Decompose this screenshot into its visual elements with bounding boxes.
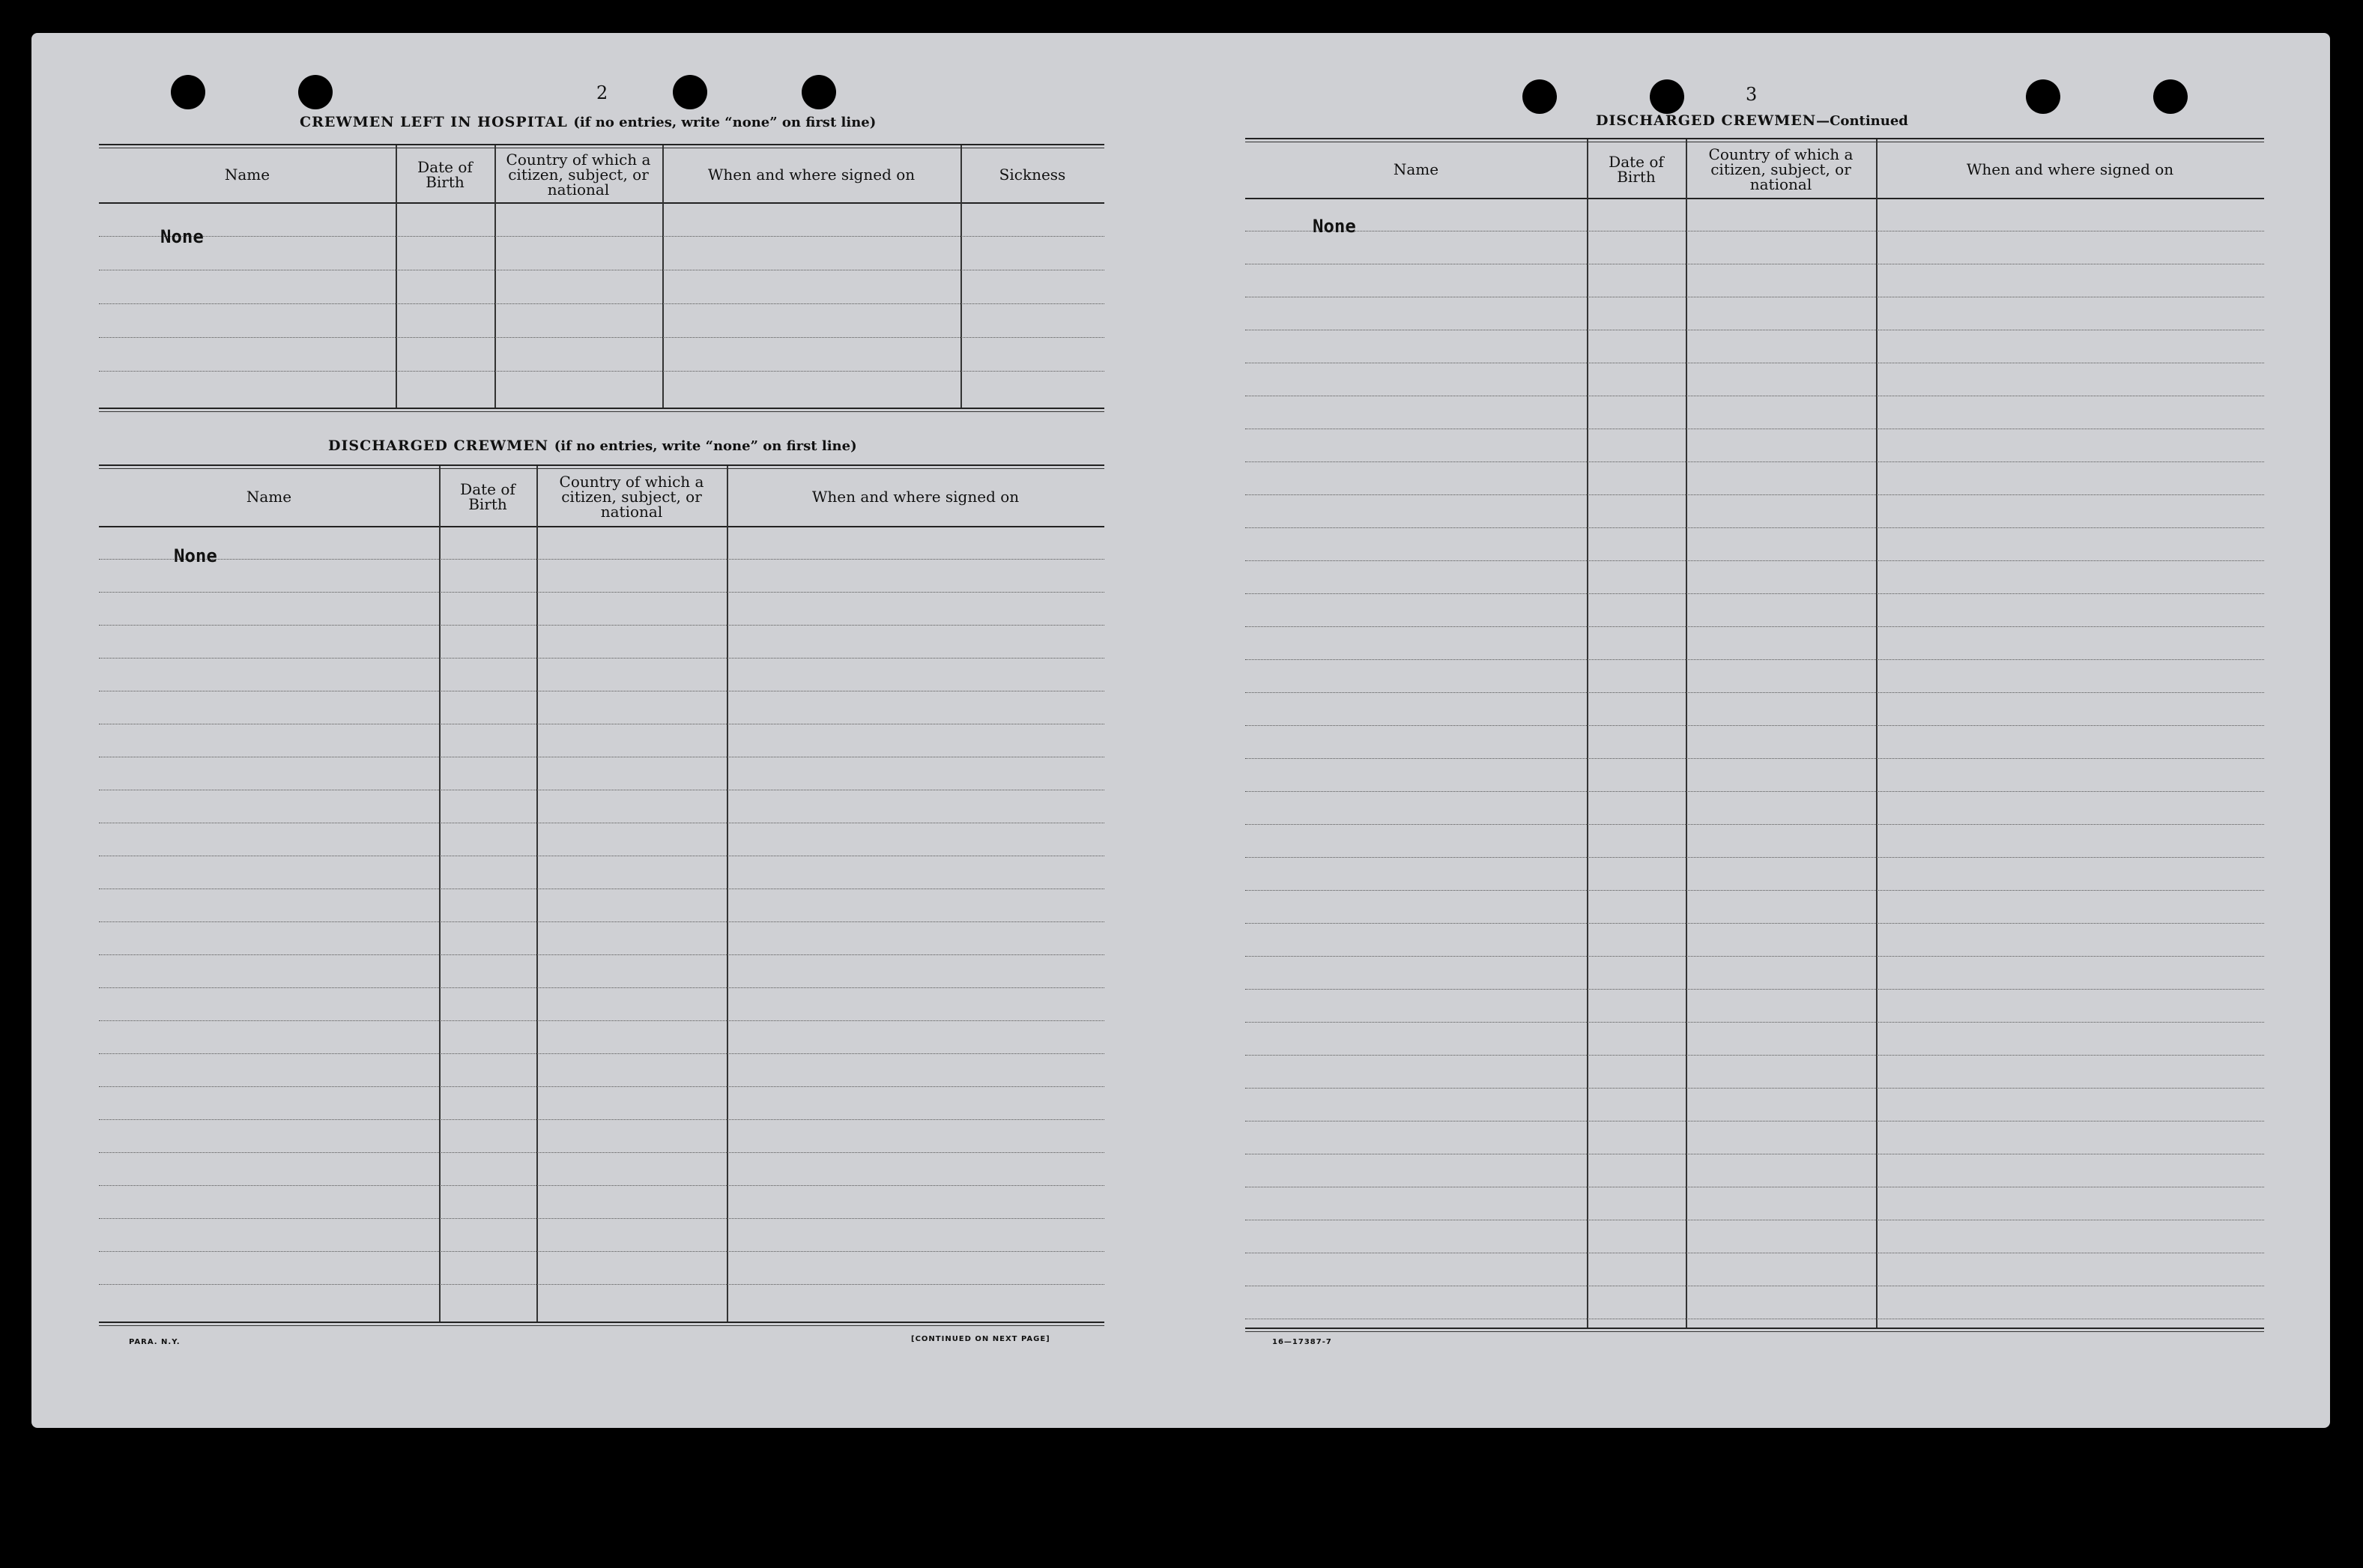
table-bottom-rule [99,1322,1104,1323]
punch-hole [1650,79,1684,114]
continued-note: [CONTINUED ON NEXT PAGE] [911,1335,1050,1343]
column-header: When and where signed on [1966,160,2174,178]
ruled-line [99,987,1104,988]
table-top-rule [99,464,1104,466]
ruled-line [99,1053,1104,1054]
ruled-line [99,1152,1104,1153]
table-bottom-rule [99,1325,1104,1326]
continued-section-title [1596,112,1908,129]
ruled-line [1245,593,2264,594]
hospital-title-text: CREWMEN LEFT IN HOSPITAL [300,114,568,130]
column-divider [439,466,441,1323]
page-number: 2 [596,82,608,103]
ruled-line [99,592,1104,593]
column-header: When and where signed on [811,488,1020,506]
ruled-line [1245,494,2264,495]
column-header: Name [246,488,292,506]
ruled-line [1245,659,2264,660]
header-rule [99,202,1104,204]
hospital-title-instruction: (if no entries, write “none” on first line) [573,115,877,130]
ruled-line [99,559,1104,560]
form-sheet [31,33,2330,1428]
column-divider [662,145,664,409]
column-header: Country of which a citizen, subject, or national [1708,145,1854,193]
discharged-title-text: DISCHARGED CREWMEN [328,438,549,454]
ruled-line [1245,824,2264,825]
ruled-line [1245,1022,2264,1023]
name-entry: None [174,545,217,566]
ruled-line [99,1251,1104,1252]
header-rule [99,526,1104,527]
ruled-line [1245,1055,2264,1056]
ruled-line [1245,791,2264,792]
ruled-line [1245,560,2264,561]
ruled-line [1245,857,2264,858]
ruled-line [99,1020,1104,1021]
column-header: Country of which a citizen, subject, or national [506,151,651,199]
column-divider [536,466,538,1323]
column-header: Date of Birth [460,480,515,513]
ruled-line [1245,956,2264,957]
column-header: Name [224,166,270,184]
punch-hole [298,75,333,109]
ruled-line [99,954,1104,955]
printer-mark: PARA. N.Y. [129,1338,181,1346]
punch-hole [2026,79,2060,114]
punch-hole [1522,79,1557,114]
ruled-line [99,1119,1104,1120]
column-divider [494,145,496,409]
ruled-line [99,921,1104,922]
column-divider [1587,139,1588,1329]
ruled-line [1245,1088,2264,1089]
header-rule [1245,198,2264,199]
ruled-line [99,1185,1104,1186]
ruled-line [99,236,1104,237]
ruled-line [1245,989,2264,990]
punch-hole [673,75,707,109]
name-entry: None [160,226,204,247]
ruled-line [99,1086,1104,1087]
continued-title-suffix: —Continued [1816,113,1908,129]
column-divider [396,145,397,409]
ruled-line [99,1284,1104,1285]
column-divider [1876,139,1878,1329]
ruled-line [1245,923,2264,924]
table-bottom-rule [1245,1331,2264,1332]
ruled-line [1245,890,2264,891]
table-top-rule [99,144,1104,145]
column-divider [727,466,728,1323]
ruled-line [99,337,1104,338]
punch-hole [802,75,836,109]
table-bottom-rule [99,408,1104,409]
name-entry: None [1313,216,1356,237]
ruled-line [1245,527,2264,528]
column-header: When and where signed on [707,166,916,184]
ruled-line [1245,626,2264,627]
punch-hole [2153,79,2188,114]
table-bottom-rule [99,411,1104,412]
table-bottom-rule [1245,1328,2264,1329]
ruled-line [99,371,1104,372]
ruled-line [1245,758,2264,759]
column-header: Date of Birth [1609,153,1664,186]
form-number: 16—17387-7 [1272,1338,1332,1346]
column-divider [1686,139,1687,1329]
column-header: Sickness [999,166,1066,184]
ruled-line [1245,692,2264,693]
ruled-line [99,1218,1104,1219]
ruled-line [99,303,1104,304]
table-top-rule [1245,138,2264,139]
discharged-section-title [328,438,857,454]
column-header: Name [1393,160,1439,178]
hospital-section-title [300,114,876,130]
continued-title-text: DISCHARGED CREWMEN [1596,112,1817,129]
punch-hole [171,75,205,109]
column-divider [960,145,962,409]
ruled-line [99,658,1104,659]
discharged-title-instruction: (if no entries, write “none” on first line) [554,438,857,454]
page-number: 3 [1746,84,1758,105]
ruled-line [1245,725,2264,726]
ruled-line [1245,461,2264,462]
column-header: Date of Birth [417,158,473,191]
column-header: Country of which a citizen, subject, or national [559,473,704,521]
ruled-line [99,625,1104,626]
